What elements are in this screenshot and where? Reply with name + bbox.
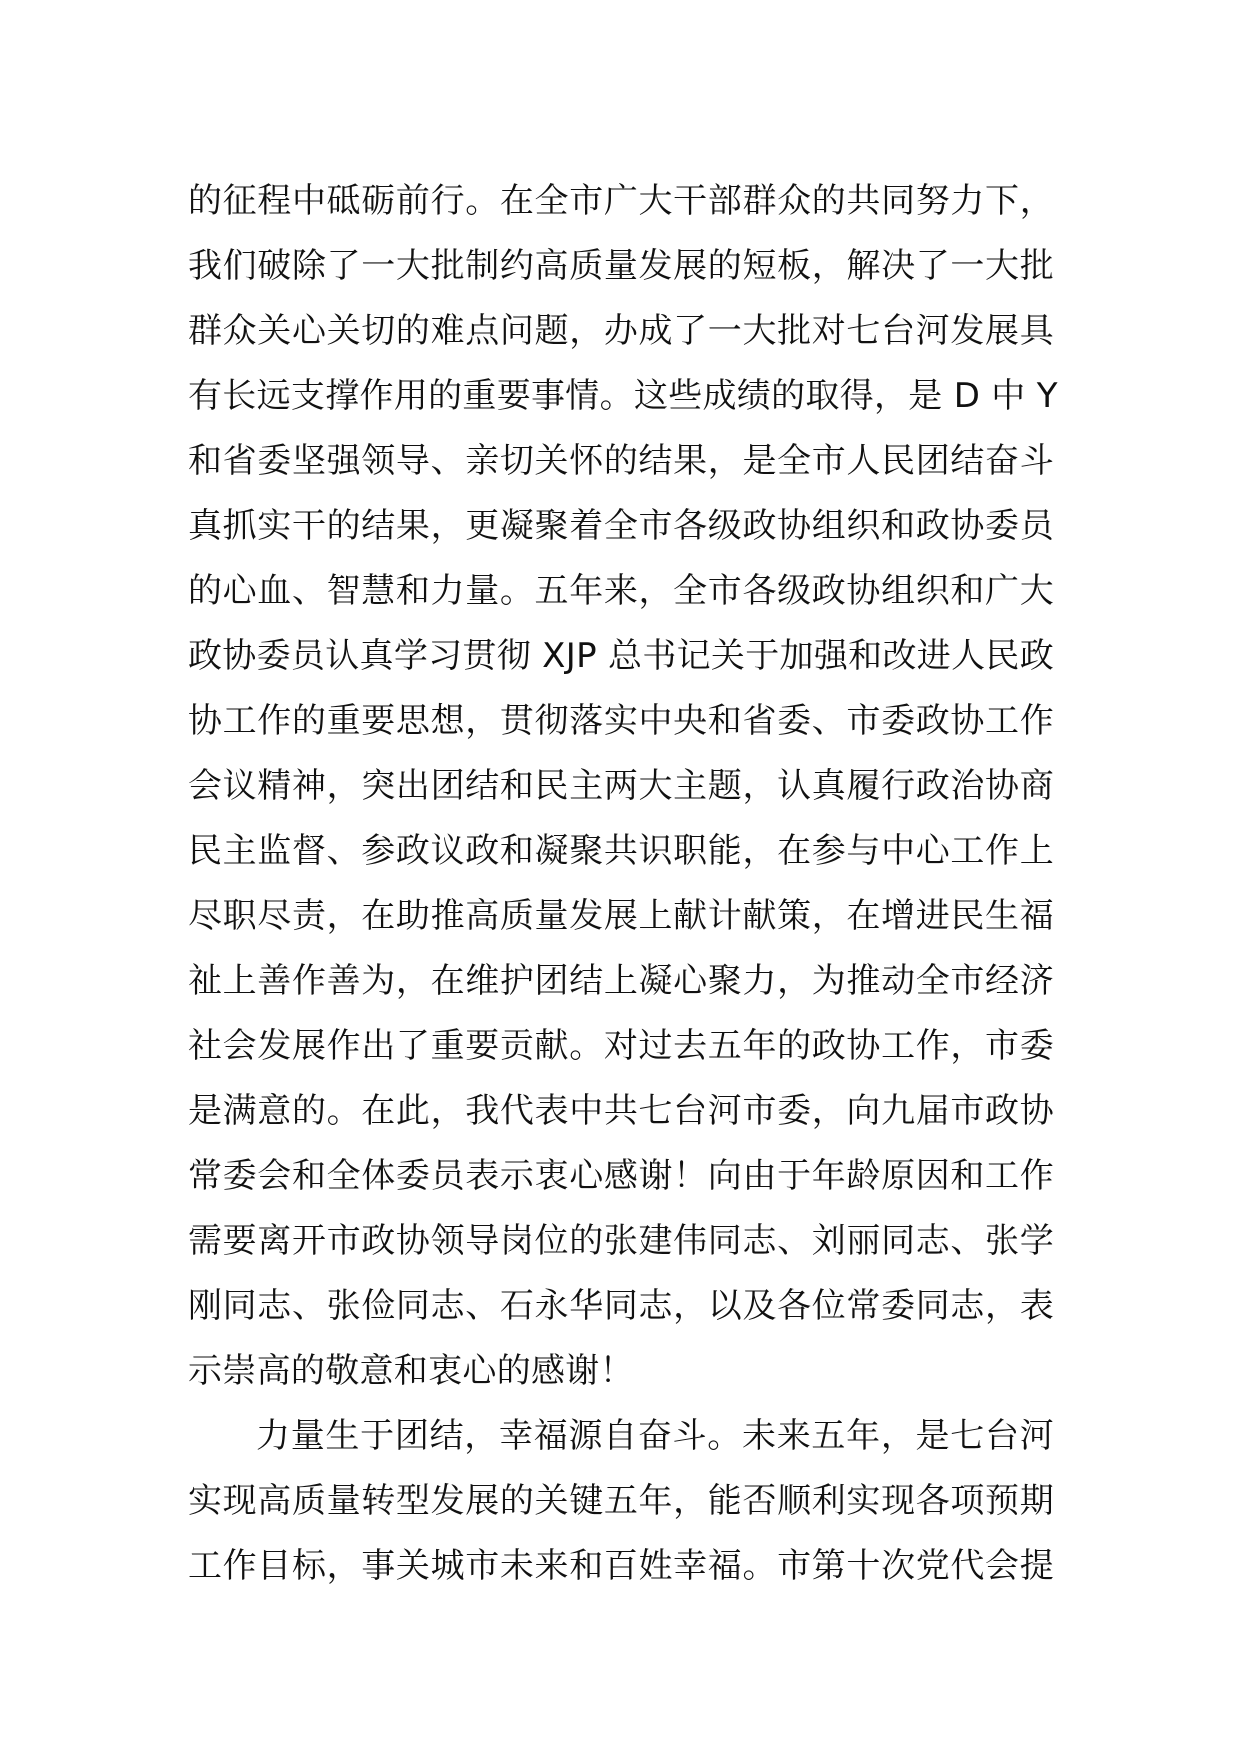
text-line: 我们破除了一大批制约高质量发展的短板，解决了一大批: [188, 246, 1054, 286]
text-line: 群众关心关切的难点问题，办成了一大批对七台河发展具: [188, 311, 1054, 351]
text-line: 的心血、智慧和力量。五年来，全市各级政协组织和广大: [188, 571, 1054, 611]
paragraph-2: [188, 1404, 1054, 1599]
text-line: 协工作的重要思想，贯彻落实中央和省委、市委政协工作: [188, 701, 1054, 741]
text-line: 社会发展作出了重要贡献。对过去五年的政协工作，市委: [188, 1026, 1054, 1066]
text-line: 会议精神，突出团结和民主两大主题，认真履行政治协商: [188, 766, 1054, 806]
text-line: 政协委员认真学习贯彻 XJP 总书记关于加强和改进人民政: [188, 636, 1054, 676]
body-text: [188, 169, 1058, 1599]
text-line: 民主监督、参政议政和凝聚共识职能，在参与中心工作上: [188, 831, 1054, 871]
text-line: 有长远支撑作用的重要事情。这些成绩的取得，是 D 中 Y: [188, 376, 1058, 416]
text-line: 工作目标，事关城市未来和百姓幸福。市第十次党代会提: [188, 1546, 1054, 1586]
text-line: 示崇高的敬意和衷心的感谢！: [188, 1351, 634, 1391]
text-line: 需要离开市政协领导岗位的张建伟同志、刘丽同志、张学: [188, 1221, 1054, 1261]
text-line: 力量生于团结，幸福源自奋斗。未来五年，是七台河: [256, 1416, 1054, 1456]
text-line: 和省委坚强领导、亲切关怀的结果，是全市人民团结奋斗: [188, 441, 1054, 481]
text-line: 是满意的。在此，我代表中共七台河市委，向九届市政协: [188, 1091, 1054, 1131]
text-line: 刚同志、张俭同志、石永华同志，以及各位常委同志，表: [188, 1286, 1054, 1326]
text-line: 尽职尽责，在助推高质量发展上献计献策，在增进民生福: [188, 896, 1054, 936]
paragraph-1: [188, 169, 1058, 1404]
text-line: 真抓实干的结果，更凝聚着全市各级政协组织和政协委员: [188, 506, 1054, 546]
text-line: 祉上善作善为，在维护团结上凝心聚力，为推动全市经济: [188, 961, 1054, 1001]
text-line: 实现高质量转型发展的关键五年，能否顺利实现各项预期: [188, 1481, 1054, 1521]
text-line: 常委会和全体委员表示衷心感谢！向由于年龄原因和工作: [188, 1156, 1054, 1196]
text-line: 的征程中砥砺前行。在全市广大干部群众的共同努力下，: [188, 181, 1054, 221]
